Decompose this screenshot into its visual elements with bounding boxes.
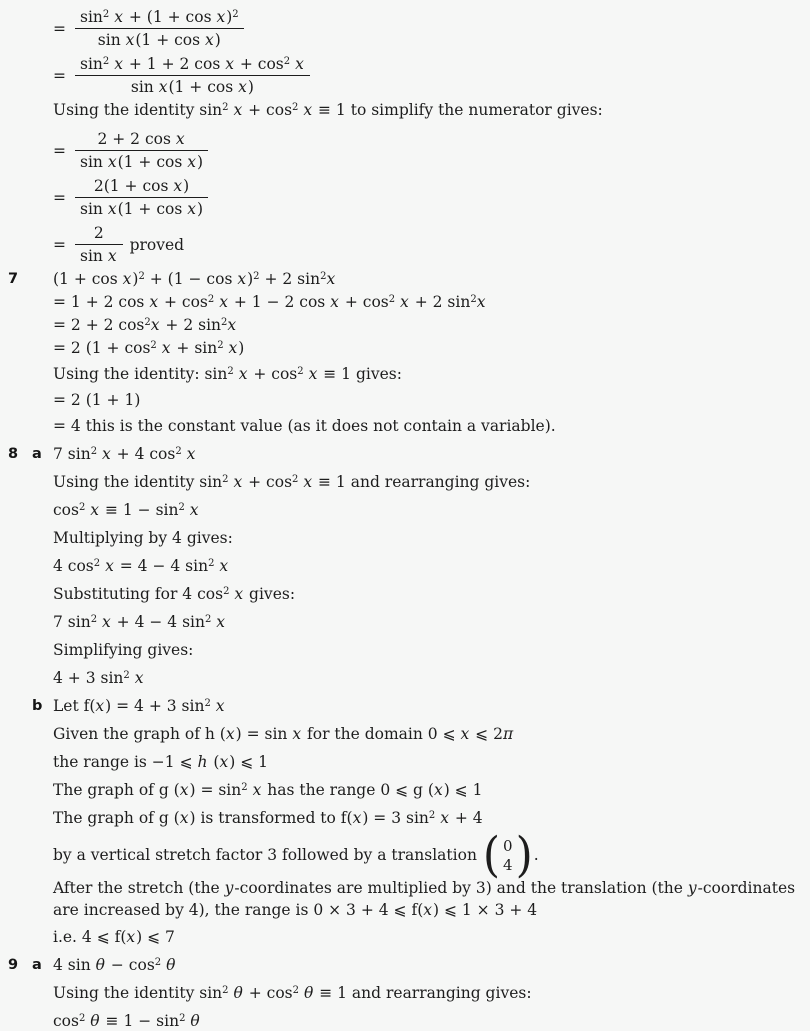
solution-line	[8, 222, 802, 267]
line-content: Substituting for 4 $\cos^2 x$ gives:	[53, 585, 296, 603]
equals-sign: =	[53, 19, 66, 38]
column-vector	[482, 827, 533, 883]
line-content: Given the graph of h (x) = sin x for the domain 0 ⩽ x ⩽ 2π	[53, 725, 514, 743]
vector-bottom: 4	[503, 856, 513, 874]
line-content	[53, 6, 802, 51]
solution-line	[8, 878, 802, 921]
solution-line	[8, 338, 802, 358]
line-content: $(1 + \cos x)^2 + (1 - \cos x)^2 + 2$ $\sin^2x$	[53, 270, 336, 288]
fraction-denominator: sin x(1 + cos x)	[80, 200, 204, 218]
fraction-denominator: sin x(1 + cos x)	[130, 78, 254, 96]
line-content: Using the identity $\sin^2 \theta + \cos^2 \theta \equiv 1$ and rearranging gives:	[53, 984, 532, 1002]
solution-line	[8, 668, 802, 688]
solution-line	[8, 315, 802, 335]
line-content: After the stretch (the y-coordinates are multiplied by 3) and the translation (the y-coordinates are increased by 4), the range is 0 × 3 + 4 ⩽ f(x) ⩽ 1 × 3 + 4	[53, 879, 796, 919]
solution-line	[8, 1011, 802, 1031]
line-content	[53, 53, 802, 98]
solution-line	[8, 556, 802, 576]
solution-line	[8, 696, 802, 716]
solution-line	[8, 808, 802, 828]
fraction-denominator: sin x	[80, 247, 117, 265]
question-number: 9	[8, 957, 19, 973]
line-content: 7 $\sin^2 x + 4 - 4$ $\sin^2 x$	[53, 613, 226, 631]
equals-sign: =	[53, 66, 66, 85]
equals-sign: =	[53, 235, 66, 254]
line-content	[53, 175, 802, 220]
solution-line	[8, 780, 802, 800]
line-content: Using the identity $\sin^2 x + \cos^2 x \equiv 1$ to simplify the numerator gives:	[53, 101, 603, 119]
fraction	[75, 7, 244, 50]
part-label: b	[32, 698, 43, 714]
fraction-denominator: sin x(1 + cos x)	[97, 31, 221, 49]
equals-sign: =	[53, 141, 66, 160]
solution-line	[8, 292, 802, 312]
line-content: Simplifying gives:	[53, 641, 194, 659]
line-content	[53, 128, 802, 173]
solution-line	[8, 128, 802, 173]
solution-line	[8, 472, 802, 492]
line-content: The graph of g $(x) = \sin^2 x$ has the range 0 ⩽ g (x) ⩽ 1	[53, 781, 483, 799]
solution-line	[8, 6, 802, 51]
solution-line	[8, 444, 802, 464]
fraction-denominator: sin x(1 + cos x)	[80, 153, 204, 171]
equals-sign: =	[53, 188, 66, 207]
line-content: = 1 + 2 $\cos x + \cos^2 x + 1 - 2$ $\cos x + \cos^2 x + 2$ $\sin^2x$	[53, 293, 486, 311]
line-content: the range is −1 ⩽ h (x) ⩽ 1	[53, 753, 268, 771]
line-content: 4 $\sin \theta - \cos^2 \theta$	[53, 956, 176, 974]
line-content	[53, 222, 802, 267]
line-content: Multiplying by 4 gives:	[53, 529, 233, 547]
solution-line	[8, 100, 802, 120]
solution-line	[8, 528, 802, 548]
part-label: a	[32, 957, 42, 973]
question-number: 8	[8, 446, 19, 462]
line-content: by a vertical stretch factor 3 followed by a translation ( 0 4 ) .	[53, 827, 539, 883]
line-content: 4 $\cos^2 x = 4 - 4$ $\sin^2 x$	[53, 557, 229, 575]
solution-line	[8, 584, 802, 604]
solution-line	[8, 53, 802, 98]
line-content: $\cos^2 x \equiv 1 - \sin^2 x$	[53, 501, 199, 519]
solution-line	[8, 983, 802, 1003]
vector-entries	[500, 837, 516, 875]
line-content: 4 + 3 $\sin^2 x$	[53, 669, 144, 687]
solution-line	[8, 640, 802, 660]
line-content: $\cos^2 \theta \equiv 1 - \sin^2 \theta$	[53, 1012, 200, 1030]
proved-label: proved	[129, 235, 185, 254]
fraction-numerator: 2	[75, 223, 123, 245]
fraction	[75, 223, 123, 266]
solution-line	[8, 612, 802, 632]
solution-line	[8, 955, 802, 975]
line-content: Using the identity: $\sin^2 x + \cos^2 x \equiv 1$ gives:	[53, 365, 402, 383]
line-content: The graph of g (x) is transformed to f(x) = 3 $\sin^2 x + 4$	[53, 809, 483, 827]
fraction	[75, 129, 208, 172]
solution-line	[8, 390, 802, 410]
solution-line	[8, 269, 802, 289]
vector-top: 0	[503, 837, 513, 855]
line-content: = 2 (1 + 1)	[53, 391, 141, 409]
part-label: a	[32, 446, 42, 462]
solution-line	[8, 500, 802, 520]
line-content: = 2 $(1 + \cos^2 x + \sin^2 x)$	[53, 339, 245, 357]
solution-line	[8, 724, 802, 744]
line-content: = 2 + 2 $\cos^2x + 2$ $\sin^2x$	[53, 316, 237, 334]
left-paren: (	[482, 827, 501, 883]
fraction	[75, 176, 208, 219]
line-content: 7 $\sin^2 x + 4$ $\cos^2 x$	[53, 445, 196, 463]
line-content: Using the identity $\sin^2 x + \cos^2 x \equiv 1$ and rearranging gives:	[53, 473, 531, 491]
fraction-numerator: 2 + 2 cos x	[75, 129, 208, 151]
fraction	[75, 54, 310, 97]
question-number: 7	[8, 271, 19, 287]
solution-line	[8, 827, 802, 883]
solution-line	[8, 364, 802, 384]
fraction-numerator: 2(1 + cos x)	[75, 176, 208, 198]
solution-line	[8, 927, 802, 947]
fraction-numerator: $\sin^2 x + (1 + \cos x)^2$	[75, 7, 244, 29]
line-content: i.e. 4 ⩽ f(x) ⩽ 7	[53, 928, 175, 946]
fraction-numerator: $\sin^2 x + 1 + 2$ $\cos x + \cos^2 x$	[75, 54, 310, 76]
line-content: Let f(x) = 4 + 3 $\sin^2 x$	[53, 697, 225, 715]
solution-line	[8, 752, 802, 772]
line-content: = 4 this is the constant value (as it does not contain a variable).	[53, 417, 556, 435]
solution-line	[8, 416, 802, 436]
right-paren: )	[515, 827, 533, 883]
solution-line	[8, 175, 802, 220]
